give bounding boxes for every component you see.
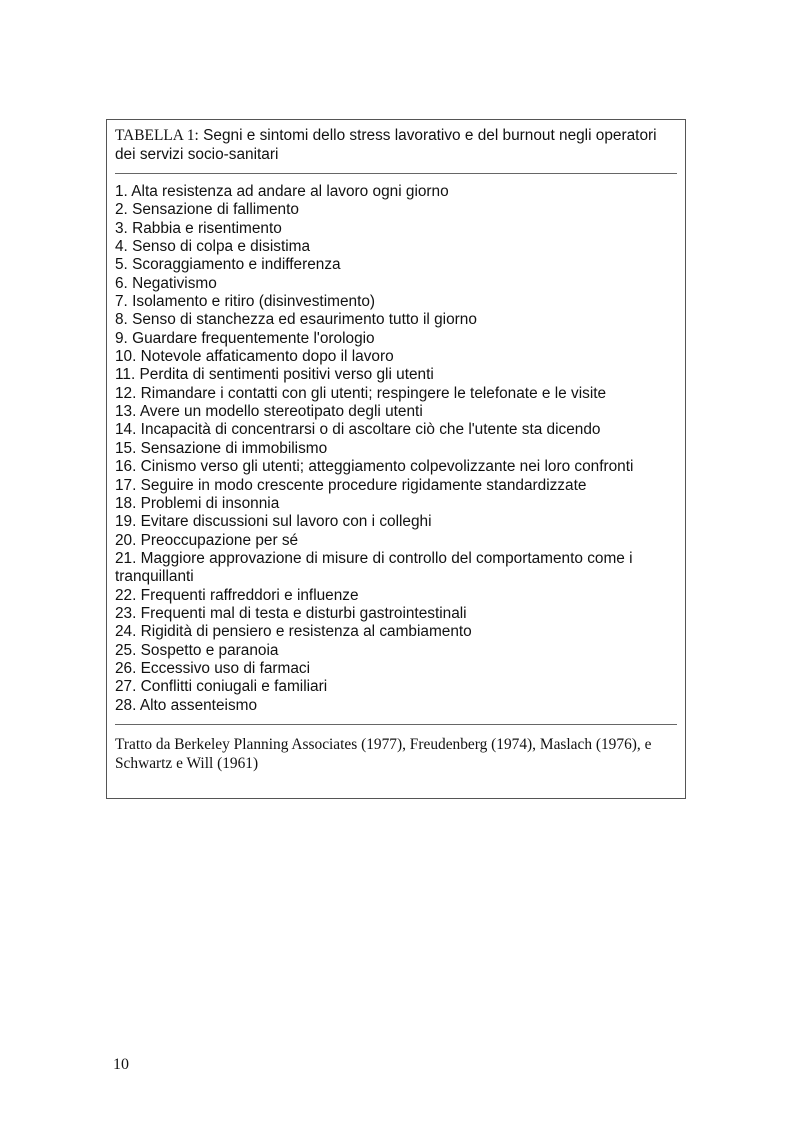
- list-item: 14. Incapacità di concentrarsi o di ascoltare ciò che l'utente sta dicendo: [115, 421, 601, 439]
- table-caption-label: TABELLA 1:: [115, 127, 199, 144]
- list-item: 23. Frequenti mal di testa e disturbi gastrointestinali: [115, 604, 467, 622]
- list-item: 19. Evitare discussioni sul lavoro con i colleghi: [115, 513, 432, 531]
- list-item: 22. Frequenti raffreddori e influenze: [115, 586, 359, 604]
- list-item: 5. Scoraggiamento e indifferenza: [115, 256, 341, 274]
- list-item: 27. Conflitti coniugali e familiari: [115, 678, 328, 696]
- list-item: 20. Preoccupazione per sé: [115, 531, 299, 549]
- table-source: Tratto da Berkeley Planning Associates (1977), Freudenberg (1974), Maslach (1976), e Schwartz e Will (1961): [115, 735, 652, 772]
- list-item: 7. Isolamento e ritiro (disinvestimento): [115, 293, 376, 311]
- list-item: 12. Rimandare i contatti con gli utenti; respingere le telefonate e le visite: [115, 384, 607, 402]
- list-item: 26. Eccessivo uso di farmaci: [115, 659, 311, 677]
- list-item: 16. Cinismo verso gli utenti; atteggiamento colpevolizzante nei loro confronti: [115, 458, 634, 476]
- table-caption-text: Segni e sintomi dello stress lavorativo e del burnout negli operatori dei servizi socio-sanitari: [115, 127, 657, 163]
- list-item: 3. Rabbia e risentimento: [115, 219, 282, 237]
- list-item: 6. Negativismo: [115, 274, 217, 292]
- list-item: 9. Guardare frequentemente l'orologio: [115, 329, 375, 347]
- list-item: 18. Problemi di insonnia: [115, 494, 280, 512]
- table-box: [106, 119, 686, 799]
- list-item: 8. Senso di stanchezza ed esaurimento tutto il giorno: [115, 311, 477, 329]
- page-number: 10: [113, 1056, 129, 1073]
- list-item: 2. Sensazione di fallimento: [115, 201, 299, 219]
- caption-divider: [115, 173, 677, 174]
- list-item: 11. Perdita di sentimenti positivi verso gli utenti: [115, 366, 434, 384]
- list-item: 25. Sospetto e paranoia: [115, 641, 279, 659]
- list-item: 15. Sensazione di immobilismo: [115, 439, 328, 457]
- list-item: 17. Seguire in modo crescente procedure rigidamente standardizzate: [115, 476, 587, 494]
- source-divider: [115, 724, 677, 725]
- list-item: 13. Avere un modello stereotipato degli utenti: [115, 403, 423, 421]
- symptom-list: [115, 183, 677, 715]
- list-item: 21. Maggiore approvazione di misure di controllo del comportamento come i tranquillanti: [115, 549, 633, 586]
- list-item: 24. Rigidità di pensiero e resistenza al cambiamento: [115, 623, 472, 641]
- list-item: 28. Alto assenteismo: [115, 696, 258, 714]
- table-caption: [115, 126, 677, 164]
- list-item: 4. Senso di colpa e disistima: [115, 238, 311, 256]
- list-item: 10. Notevole affaticamento dopo il lavoro: [115, 348, 394, 366]
- list-item: 1. Alta resistenza ad andare al lavoro ogni giorno: [115, 183, 449, 200]
